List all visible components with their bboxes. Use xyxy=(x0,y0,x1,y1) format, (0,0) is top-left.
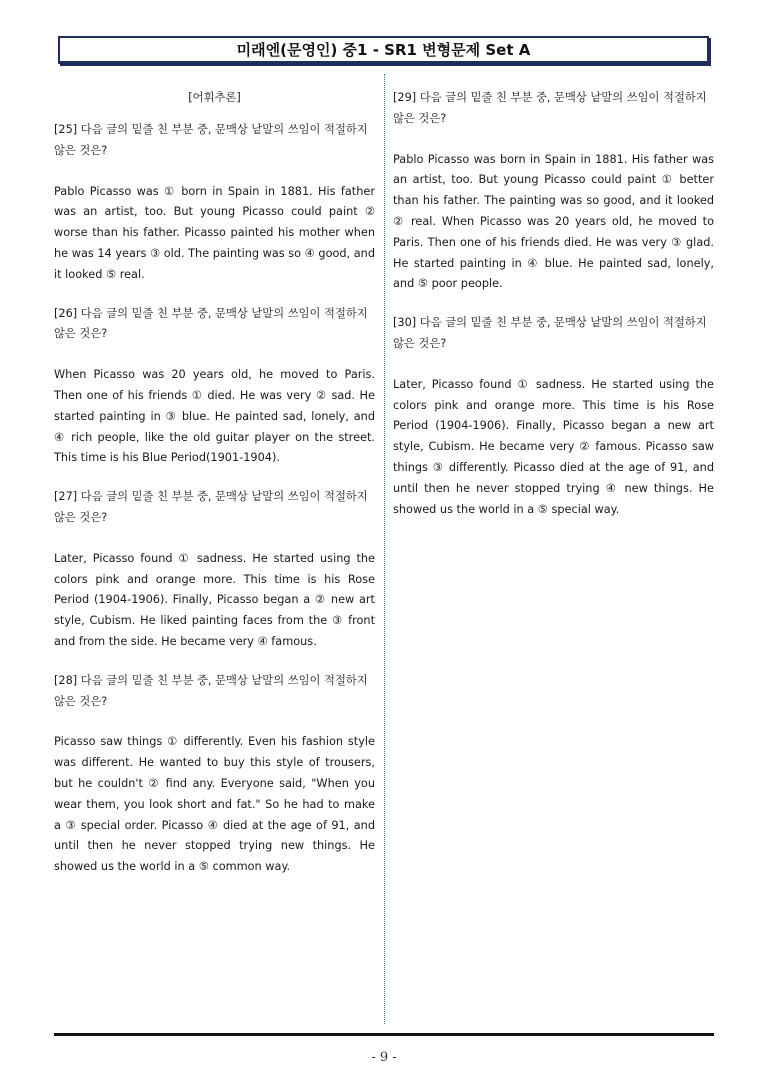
question-passage: Pablo Picasso was born in Spain in 1881. His father was an artist, too. But young Picasso could paint ① better than his father. The painting was so good, and it looked ② real. When Picasso was 20 years old, he moved to Paris. Then one of his friends died. He was very ③ glad. He started painting in ④ blue. He painted sad, lonely, and ⑤ poor people. xyxy=(393,152,714,291)
question-passage: Picasso saw things ① differently. Even his fashion style was different. He wanted to buy this style of trousers, but he couldn't ② find any. Everyone said, "When you wear them, you look short and fat." So he had to make a ③ special order. Picasso ④ died at the age of 91, and until then he never stopped trying new things. He showed us the world in a ⑤ common way. xyxy=(54,735,375,874)
question-passage: Later, Picasso found ① sadness. He started using the colors pink and orange more. This time is his Rose Period (1904-1906). Finally, Picasso began a ② new art style, Cubism. He liked painting faces from the ③ front and from the side. He became very ④ famous. xyxy=(54,551,375,648)
question-passage: When Picasso was 20 years old, he moved to Paris. Then one of his friends ① died. He was very ② sad. He started painting in ③ blue. He painted sad, lonely, and ④ rich people, like the old guitar player on the street. This time is his Blue Period(1901-1904). xyxy=(54,368,375,465)
question-26 xyxy=(54,304,375,470)
question-prompt: [27] 다음 글의 밑줄 친 부분 중, 문맥상 낱말의 쓰임이 적절하지 않은 것은? xyxy=(54,490,368,524)
question-prompt: [26] 다음 글의 밑줄 친 부분 중, 문맥상 낱말의 쓰임이 적절하지 않은 것은? xyxy=(54,306,368,341)
column-divider xyxy=(384,74,385,1024)
question-29 xyxy=(393,88,714,295)
question-27 xyxy=(54,487,375,653)
question-28 xyxy=(54,671,375,878)
question-prompt: [29] 다음 글의 밑줄 친 부분 중, 문맥상 낱말의 쓰임이 적절하지 않은 것은? xyxy=(393,91,707,125)
page-number: - 9 - xyxy=(371,1050,397,1065)
page-title: 미래엔(문영인) 중1 - SR1 변형문제 Set A xyxy=(58,36,709,64)
question-prompt: [28] 다음 글의 밑줄 친 부분 중, 문맥상 낱말의 쓰임이 적절하지 않은 것은? xyxy=(54,673,368,708)
section-label: [어휘추론] xyxy=(188,91,241,104)
question-passage: Later, Picasso found ① sadness. He started using the colors pink and orange more. This time is his Rose Period (1904-1906). Finally, Picasso began a new art style, Cubism. He became very ② famous. Picasso saw things ③ differently. Picasso died at the age of 91, and until then he never stopped trying ④ new things. He showed us the world in a ⑤ special way. xyxy=(393,377,714,516)
left-column xyxy=(54,88,375,878)
footer-rule xyxy=(54,1033,714,1036)
question-25 xyxy=(54,120,375,286)
question-passage: Pablo Picasso was ① born in Spain in 1881. His father was an artist, too. But young Picasso could paint ② worse than his father. Picasso painted his mother when he was 14 years ③ old. The painting was so ④ good, and it looked ⑤ real. xyxy=(54,184,375,281)
question-prompt: [25] 다음 글의 밑줄 친 부분 중, 문맥상 낱말의 쓰임이 적절하지 않은 것은? xyxy=(54,123,368,157)
right-column xyxy=(393,88,714,520)
question-30 xyxy=(393,313,714,520)
question-prompt: [30] 다음 글의 밑줄 친 부분 중, 문맥상 낱말의 쓰임이 적절하지 않은 것은? xyxy=(393,316,707,350)
